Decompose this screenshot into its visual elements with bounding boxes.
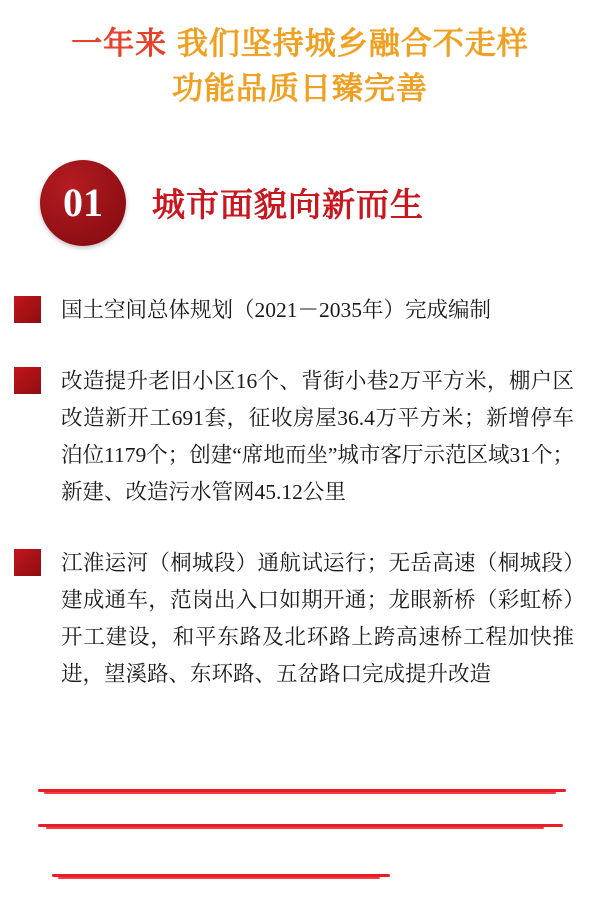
list-item	[14, 363, 574, 511]
list-item	[14, 292, 574, 329]
square-bullet-icon	[14, 367, 41, 394]
section-heading	[0, 160, 600, 246]
red-underline-annotation	[44, 792, 556, 794]
section-number-badge: 01	[40, 160, 126, 246]
header-line-1	[0, 22, 600, 67]
square-bullet-icon	[14, 296, 41, 323]
list-item-text: 江淮运河（桐城段）通航试运行；无岳高速（桐城段）建成通车，范岗出入口如期开通；龙眼新桥（彩虹桥）开工建设，和平东路及北环路上跨高速桥工程加快推进，望溪路、东环路、五岔路口完成提升改造	[61, 550, 574, 686]
list-item-text: 国土空间总体规划（2021－2035年）完成编制	[61, 297, 492, 322]
list-item	[14, 545, 574, 693]
item-list	[0, 292, 600, 693]
red-underline-annotation	[46, 827, 544, 829]
header-line-1-emphasis: 一年来	[71, 26, 168, 61]
document-header	[0, 0, 600, 112]
header-line-1-rest: 我们坚持城乡融合不走样	[176, 26, 529, 61]
square-bullet-icon	[14, 549, 41, 576]
red-underline-annotation	[58, 877, 380, 879]
list-item-text: 改造提升老旧小区16个、背街小巷2万平方米，棚户区改造新开工691套，征收房屋36.4万平方米；新增停车泊位1179个；创建“席地而坐”城市客厅示范区域31个；新建、改造污水管网45.12公里	[61, 368, 574, 504]
section-title: 城市面貌向新而生	[152, 186, 424, 224]
header-line-2: 功能品质日臻完善	[172, 70, 428, 106]
